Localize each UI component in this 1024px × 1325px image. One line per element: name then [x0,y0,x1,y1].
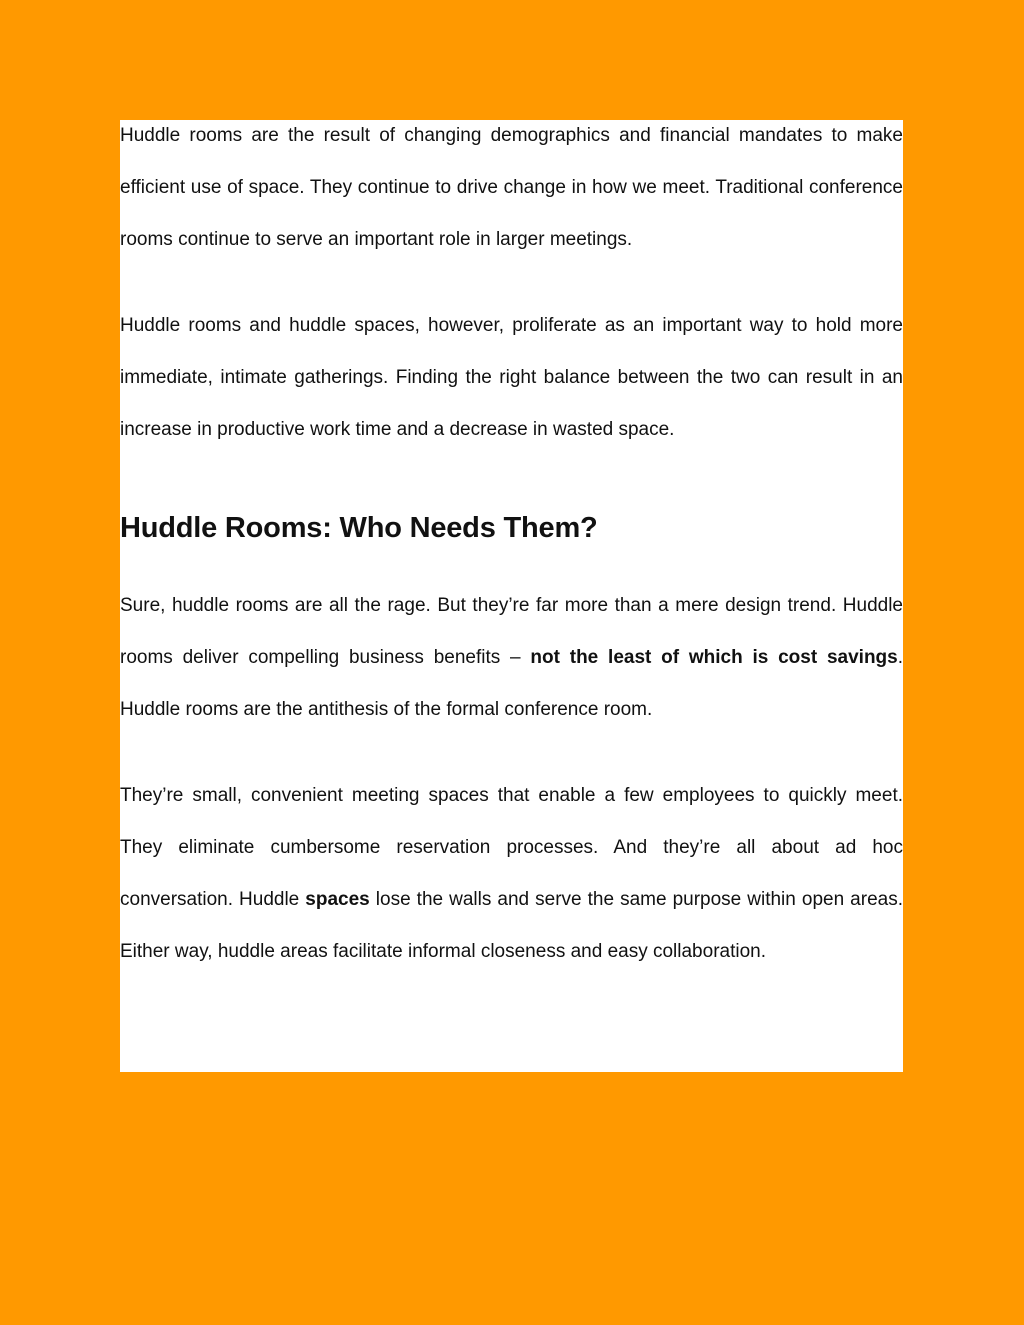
paragraph-intro: Huddle rooms are the result of changing demographics and financial mandates to make efficient use of space. They continue to drive change in how we meet. Traditional conference rooms continue to serve an important role in larger meetings. [120,125,903,250]
document-page [120,120,903,1072]
text-span: lose the walls and serve the same purpose within open areas. Either way, huddle areas facilitate informal closeness and easy collaboration. [120,889,903,962]
text-span: . Huddle rooms are the antithesis of the formal conference room. [120,647,903,720]
text-span: They’re small, convenient meeting spaces that enable a few employees to quickly meet. They eliminate cumbersome reservation processes. And they’re all about ad hoc conversation. Huddle [120,785,903,910]
paragraph-huddle-spaces: Huddle rooms and huddle spaces, however, proliferate as an important way to hold more immediate, intimate gatherings. Finding the right balance between the two can result in an increase in productive work time and a decrease in wasted space. [120,315,903,440]
bold-text: spaces [305,889,370,910]
section-heading: Huddle Rooms: Who Needs Them? [120,512,598,544]
bold-text: not the least of which is cost savings [530,647,898,668]
paragraph-description [120,770,903,978]
text-span: Sure, huddle rooms are all the rage. But they’re far more than a mere design trend. Huddle rooms deliver compelling business benefits – [120,595,903,668]
paragraph-benefits [120,580,903,736]
